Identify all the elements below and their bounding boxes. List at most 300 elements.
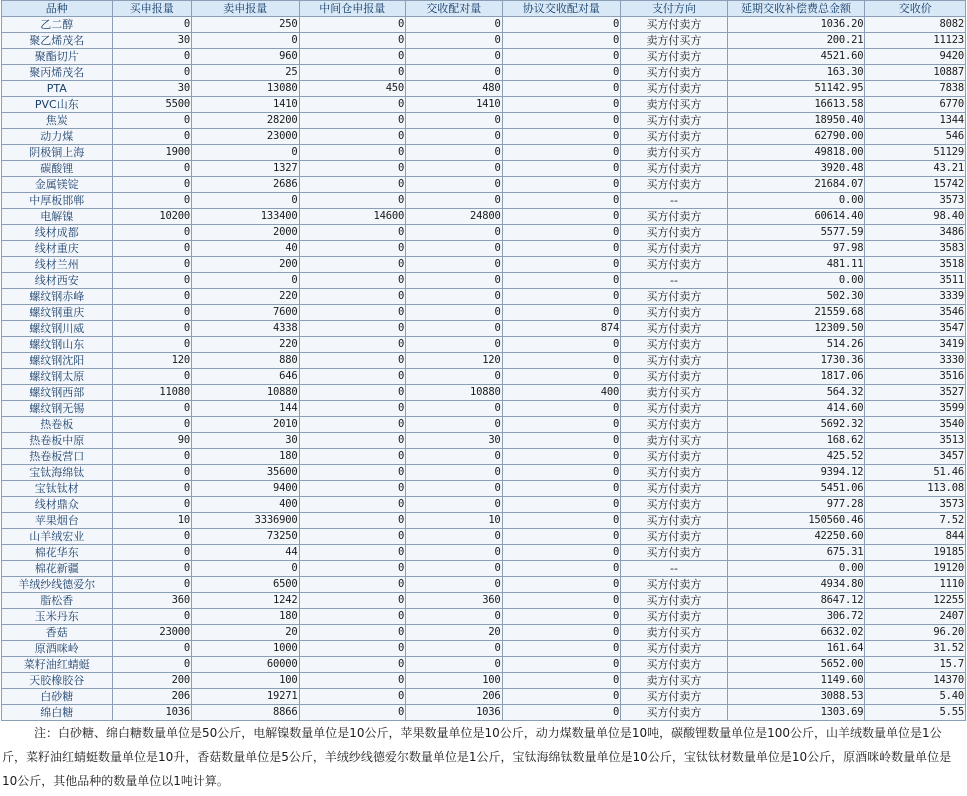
- product-name-cell: 螺纹钢山东: [2, 337, 113, 353]
- product-name-cell: 金属镁锭: [2, 177, 113, 193]
- value-cell: 0: [299, 673, 406, 689]
- value-cell: 0: [406, 641, 503, 657]
- table-row: [2, 33, 966, 49]
- value-cell: 19271: [191, 689, 299, 705]
- value-cell: 163.30: [727, 65, 865, 81]
- value-cell: 0: [406, 369, 503, 385]
- value-cell: 0: [406, 49, 503, 65]
- value-cell: 5577.59: [727, 225, 865, 241]
- value-cell: 0: [406, 289, 503, 305]
- value-cell: 0: [502, 97, 621, 113]
- value-cell: 0: [112, 497, 191, 513]
- value-cell: 97.98: [727, 241, 865, 257]
- product-name-cell: 菜籽油红蜻蜓: [2, 657, 113, 673]
- payment-direction-cell: 买方付卖方: [621, 113, 728, 129]
- value-cell: 0: [191, 33, 299, 49]
- value-cell: 0: [406, 161, 503, 177]
- value-cell: 14600: [299, 209, 406, 225]
- value-cell: 0: [502, 417, 621, 433]
- value-cell: 206: [406, 689, 503, 705]
- value-cell: 0: [112, 369, 191, 385]
- table-row: [2, 641, 966, 657]
- value-cell: 4934.80: [727, 577, 865, 593]
- payment-direction-cell: 买方付卖方: [621, 449, 728, 465]
- value-cell: 113.08: [865, 481, 966, 497]
- value-cell: 100: [191, 673, 299, 689]
- table-row: [2, 705, 966, 721]
- value-cell: 5652.00: [727, 657, 865, 673]
- value-cell: 150560.46: [727, 513, 865, 529]
- value-cell: 0: [406, 449, 503, 465]
- value-cell: 0: [299, 321, 406, 337]
- value-cell: 0: [112, 17, 191, 33]
- table-row: [2, 353, 966, 369]
- table-row: [2, 657, 966, 673]
- value-cell: 0: [299, 305, 406, 321]
- column-header: 品种: [2, 1, 113, 17]
- product-name-cell: 动力煤: [2, 129, 113, 145]
- value-cell: 0: [502, 241, 621, 257]
- column-header: 买申报量: [112, 1, 191, 17]
- value-cell: 0: [406, 465, 503, 481]
- value-cell: 0: [502, 705, 621, 721]
- value-cell: 19185: [865, 545, 966, 561]
- value-cell: 844: [865, 529, 966, 545]
- value-cell: 0: [502, 529, 621, 545]
- product-name-cell: 线材重庆: [2, 241, 113, 257]
- value-cell: 1410: [191, 97, 299, 113]
- value-cell: 0: [502, 513, 621, 529]
- payment-direction-cell: 买方付卖方: [621, 241, 728, 257]
- product-name-cell: 宝钛海绵钛: [2, 465, 113, 481]
- value-cell: 21684.07: [727, 177, 865, 193]
- value-cell: 12309.50: [727, 321, 865, 337]
- payment-direction-cell: 买方付卖方: [621, 65, 728, 81]
- value-cell: 0: [502, 225, 621, 241]
- payment-direction-cell: 买方付卖方: [621, 705, 728, 721]
- value-cell: 0: [299, 433, 406, 449]
- payment-direction-cell: --: [621, 561, 728, 577]
- value-cell: 0: [112, 657, 191, 673]
- value-cell: 1327: [191, 161, 299, 177]
- value-cell: 44: [191, 545, 299, 561]
- value-cell: 0: [502, 465, 621, 481]
- product-name-cell: 香菇: [2, 625, 113, 641]
- payment-direction-cell: 买方付卖方: [621, 49, 728, 65]
- value-cell: 25: [191, 65, 299, 81]
- payment-direction-cell: 买方付卖方: [621, 17, 728, 33]
- value-cell: 0: [112, 465, 191, 481]
- value-cell: 3513: [865, 433, 966, 449]
- value-cell: 0: [299, 385, 406, 401]
- value-cell: 10887: [865, 65, 966, 81]
- value-cell: 3527: [865, 385, 966, 401]
- value-cell: 0: [406, 257, 503, 273]
- column-header: 交收配对量: [406, 1, 503, 17]
- product-name-cell: 棉花华东: [2, 545, 113, 561]
- value-cell: 0: [406, 497, 503, 513]
- value-cell: 23000: [191, 129, 299, 145]
- value-cell: 0: [406, 305, 503, 321]
- value-cell: 0: [299, 577, 406, 593]
- value-cell: 0: [406, 145, 503, 161]
- product-name-cell: 聚乙烯茂名: [2, 33, 113, 49]
- value-cell: 0: [299, 369, 406, 385]
- product-name-cell: 焦炭: [2, 113, 113, 129]
- value-cell: 24800: [406, 209, 503, 225]
- value-cell: 18950.40: [727, 113, 865, 129]
- value-cell: 5.55: [865, 705, 966, 721]
- value-cell: 0: [502, 577, 621, 593]
- value-cell: 502.30: [727, 289, 865, 305]
- table-row: [2, 17, 966, 33]
- table-row: [2, 465, 966, 481]
- value-cell: 19120: [865, 561, 966, 577]
- value-cell: 3599: [865, 401, 966, 417]
- value-cell: 1036: [112, 705, 191, 721]
- table-row: [2, 369, 966, 385]
- table-row: [2, 513, 966, 529]
- value-cell: 0: [502, 545, 621, 561]
- payment-direction-cell: 买方付卖方: [621, 401, 728, 417]
- value-cell: 0: [112, 257, 191, 273]
- value-cell: 0: [502, 353, 621, 369]
- table-row: [2, 225, 966, 241]
- value-cell: 133400: [191, 209, 299, 225]
- product-name-cell: 白砂糖: [2, 689, 113, 705]
- table-row: [2, 145, 966, 161]
- value-cell: 514.26: [727, 337, 865, 353]
- value-cell: 0: [299, 161, 406, 177]
- value-cell: 200: [112, 673, 191, 689]
- value-cell: 1817.06: [727, 369, 865, 385]
- value-cell: 0: [406, 337, 503, 353]
- value-cell: 0: [299, 353, 406, 369]
- value-cell: 3546: [865, 305, 966, 321]
- column-header: 支付方向: [621, 1, 728, 17]
- value-cell: 0: [112, 241, 191, 257]
- table-row: [2, 193, 966, 209]
- payment-direction-cell: 买方付卖方: [621, 129, 728, 145]
- value-cell: 0: [299, 257, 406, 273]
- table-row: [2, 609, 966, 625]
- product-name-cell: 原酒咪岭: [2, 641, 113, 657]
- product-name-cell: 线材鼎众: [2, 497, 113, 513]
- value-cell: 0: [406, 129, 503, 145]
- value-cell: 0: [112, 65, 191, 81]
- column-header: 卖申报量: [191, 1, 299, 17]
- value-cell: 8647.12: [727, 593, 865, 609]
- table-row: [2, 289, 966, 305]
- product-name-cell: 螺纹钢赤峰: [2, 289, 113, 305]
- value-cell: 2407: [865, 609, 966, 625]
- product-name-cell: 羊绒纱线德爱尔: [2, 577, 113, 593]
- value-cell: 30: [406, 433, 503, 449]
- value-cell: 0: [299, 641, 406, 657]
- payment-direction-cell: 买方付卖方: [621, 417, 728, 433]
- table-row: [2, 49, 966, 65]
- value-cell: 0: [112, 417, 191, 433]
- value-cell: 0: [299, 193, 406, 209]
- value-cell: 675.31: [727, 545, 865, 561]
- value-cell: 0: [502, 369, 621, 385]
- value-cell: 0: [191, 193, 299, 209]
- product-name-cell: 苹果烟台: [2, 513, 113, 529]
- value-cell: 450: [299, 81, 406, 97]
- value-cell: 0: [502, 337, 621, 353]
- value-cell: 3573: [865, 193, 966, 209]
- value-cell: 5692.32: [727, 417, 865, 433]
- value-cell: 0: [112, 113, 191, 129]
- table-row: [2, 433, 966, 449]
- value-cell: 0: [406, 241, 503, 257]
- value-cell: 0: [502, 145, 621, 161]
- value-cell: 0: [112, 273, 191, 289]
- value-cell: 60000: [191, 657, 299, 673]
- product-name-cell: 螺纹钢沈阳: [2, 353, 113, 369]
- product-name-cell: 螺纹钢西部: [2, 385, 113, 401]
- payment-direction-cell: 买方付卖方: [621, 305, 728, 321]
- value-cell: 6632.02: [727, 625, 865, 641]
- value-cell: 0: [502, 497, 621, 513]
- product-name-cell: 热卷板: [2, 417, 113, 433]
- table-row: [2, 113, 966, 129]
- table-row: [2, 417, 966, 433]
- table-row: [2, 449, 966, 465]
- value-cell: 1344: [865, 113, 966, 129]
- value-cell: 0: [502, 49, 621, 65]
- column-header: 中间仓申报量: [299, 1, 406, 17]
- value-cell: 8082: [865, 17, 966, 33]
- value-cell: 0: [502, 689, 621, 705]
- product-name-cell: 绵白糖: [2, 705, 113, 721]
- value-cell: 5.40: [865, 689, 966, 705]
- value-cell: 0: [502, 657, 621, 673]
- product-name-cell: 螺纹钢重庆: [2, 305, 113, 321]
- value-cell: 0: [502, 289, 621, 305]
- product-name-cell: 天胶橡胶谷: [2, 673, 113, 689]
- value-cell: 206: [112, 689, 191, 705]
- table-row: [2, 497, 966, 513]
- value-cell: 9394.12: [727, 465, 865, 481]
- value-cell: 0: [406, 561, 503, 577]
- value-cell: 1900: [112, 145, 191, 161]
- table-row: [2, 161, 966, 177]
- value-cell: 0: [299, 465, 406, 481]
- table-row: [2, 177, 966, 193]
- value-cell: 3088.53: [727, 689, 865, 705]
- table-row: [2, 209, 966, 225]
- value-cell: 0: [112, 577, 191, 593]
- value-cell: 14370: [865, 673, 966, 689]
- value-cell: 0: [112, 481, 191, 497]
- payment-direction-cell: 卖方付买方: [621, 433, 728, 449]
- value-cell: 0.00: [727, 561, 865, 577]
- table-row: [2, 561, 966, 577]
- value-cell: 0.00: [727, 273, 865, 289]
- value-cell: 0: [299, 401, 406, 417]
- value-cell: 960: [191, 49, 299, 65]
- value-cell: 21559.68: [727, 305, 865, 321]
- value-cell: 0: [299, 689, 406, 705]
- value-cell: 3457: [865, 449, 966, 465]
- delivery-table: [1, 0, 966, 721]
- value-cell: 0: [406, 65, 503, 81]
- table-row: [2, 593, 966, 609]
- value-cell: 0: [406, 273, 503, 289]
- value-cell: 7.52: [865, 513, 966, 529]
- value-cell: 90: [112, 433, 191, 449]
- value-cell: 12255: [865, 593, 966, 609]
- value-cell: 3583: [865, 241, 966, 257]
- value-cell: 0: [299, 17, 406, 33]
- value-cell: 1036: [406, 705, 503, 721]
- payment-direction-cell: 卖方付买方: [621, 33, 728, 49]
- product-name-cell: 线材兰州: [2, 257, 113, 273]
- value-cell: 43.21: [865, 161, 966, 177]
- table-row: [2, 273, 966, 289]
- value-cell: 0: [191, 273, 299, 289]
- table-row: [2, 65, 966, 81]
- value-cell: 0: [502, 481, 621, 497]
- value-cell: 0: [502, 113, 621, 129]
- value-cell: 0: [406, 225, 503, 241]
- table-row: [2, 81, 966, 97]
- payment-direction-cell: 买方付卖方: [621, 161, 728, 177]
- value-cell: 180: [191, 609, 299, 625]
- payment-direction-cell: 买方付卖方: [621, 81, 728, 97]
- payment-direction-cell: 买方付卖方: [621, 577, 728, 593]
- value-cell: 1110: [865, 577, 966, 593]
- value-cell: 11080: [112, 385, 191, 401]
- payment-direction-cell: 买方付卖方: [621, 609, 728, 625]
- value-cell: 0: [502, 209, 621, 225]
- value-cell: 220: [191, 337, 299, 353]
- value-cell: 0: [502, 17, 621, 33]
- product-name-cell: 山羊绒宏业: [2, 529, 113, 545]
- product-name-cell: 脂松香: [2, 593, 113, 609]
- value-cell: 1242: [191, 593, 299, 609]
- value-cell: 220: [191, 289, 299, 305]
- value-cell: 3339: [865, 289, 966, 305]
- value-cell: 30: [112, 33, 191, 49]
- value-cell: 60614.40: [727, 209, 865, 225]
- payment-direction-cell: 买方付卖方: [621, 497, 728, 513]
- value-cell: 0: [112, 161, 191, 177]
- value-cell: 480: [406, 81, 503, 97]
- value-cell: 0: [299, 177, 406, 193]
- payment-direction-cell: 卖方付买方: [621, 385, 728, 401]
- value-cell: 35600: [191, 465, 299, 481]
- value-cell: 16613.58: [727, 97, 865, 113]
- value-cell: 0: [112, 289, 191, 305]
- value-cell: 0: [502, 449, 621, 465]
- value-cell: 0: [502, 129, 621, 145]
- column-header: 协议交收配对量: [502, 1, 621, 17]
- payment-direction-cell: 买方付卖方: [621, 465, 728, 481]
- value-cell: 0: [502, 193, 621, 209]
- payment-direction-cell: 买方付卖方: [621, 257, 728, 273]
- product-name-cell: PTA: [2, 81, 113, 97]
- table-header-row: [2, 1, 966, 17]
- value-cell: 0: [299, 145, 406, 161]
- value-cell: 0: [406, 193, 503, 209]
- value-cell: 400: [191, 497, 299, 513]
- product-name-cell: 线材西安: [2, 273, 113, 289]
- value-cell: 0: [299, 705, 406, 721]
- value-cell: 0: [299, 417, 406, 433]
- product-name-cell: 热卷板中原: [2, 433, 113, 449]
- product-name-cell: PVC山东: [2, 97, 113, 113]
- value-cell: 3516: [865, 369, 966, 385]
- value-cell: 20: [191, 625, 299, 641]
- value-cell: 0: [112, 609, 191, 625]
- value-cell: 360: [406, 593, 503, 609]
- product-name-cell: 乙二醇: [2, 17, 113, 33]
- value-cell: 0: [406, 177, 503, 193]
- value-cell: 30: [191, 433, 299, 449]
- value-cell: 0: [502, 177, 621, 193]
- value-cell: 0: [112, 401, 191, 417]
- value-cell: 10: [112, 513, 191, 529]
- value-cell: 10: [406, 513, 503, 529]
- value-cell: 0: [502, 305, 621, 321]
- value-cell: 1303.69: [727, 705, 865, 721]
- table-row: [2, 385, 966, 401]
- value-cell: 481.11: [727, 257, 865, 273]
- value-cell: 0: [299, 113, 406, 129]
- value-cell: 400: [502, 385, 621, 401]
- value-cell: 4338: [191, 321, 299, 337]
- value-cell: 3330: [865, 353, 966, 369]
- value-cell: 9400: [191, 481, 299, 497]
- value-cell: 0: [112, 49, 191, 65]
- value-cell: 0: [502, 257, 621, 273]
- value-cell: 977.28: [727, 497, 865, 513]
- value-cell: 3920.48: [727, 161, 865, 177]
- value-cell: 161.64: [727, 641, 865, 657]
- table-row: [2, 305, 966, 321]
- value-cell: 0: [502, 561, 621, 577]
- value-cell: 0: [299, 513, 406, 529]
- column-header: 延期交收补偿费总金额: [727, 1, 865, 17]
- product-name-cell: 螺纹钢太原: [2, 369, 113, 385]
- payment-direction-cell: 买方付卖方: [621, 481, 728, 497]
- payment-direction-cell: 买方付卖方: [621, 209, 728, 225]
- value-cell: 15.7: [865, 657, 966, 673]
- payment-direction-cell: --: [621, 193, 728, 209]
- value-cell: 5451.06: [727, 481, 865, 497]
- value-cell: 42250.60: [727, 529, 865, 545]
- value-cell: 28200: [191, 113, 299, 129]
- value-cell: 0: [112, 193, 191, 209]
- value-cell: 646: [191, 369, 299, 385]
- value-cell: 1000: [191, 641, 299, 657]
- payment-direction-cell: 买方付卖方: [621, 177, 728, 193]
- value-cell: 0: [191, 145, 299, 161]
- value-cell: 23000: [112, 625, 191, 641]
- value-cell: 30: [112, 81, 191, 97]
- value-cell: 0: [502, 161, 621, 177]
- table-row: [2, 545, 966, 561]
- value-cell: 40: [191, 241, 299, 257]
- payment-direction-cell: 买方付卖方: [621, 593, 728, 609]
- value-cell: 2010: [191, 417, 299, 433]
- value-cell: 200: [191, 257, 299, 273]
- value-cell: 0: [406, 17, 503, 33]
- table-row: [2, 321, 966, 337]
- value-cell: 0: [406, 481, 503, 497]
